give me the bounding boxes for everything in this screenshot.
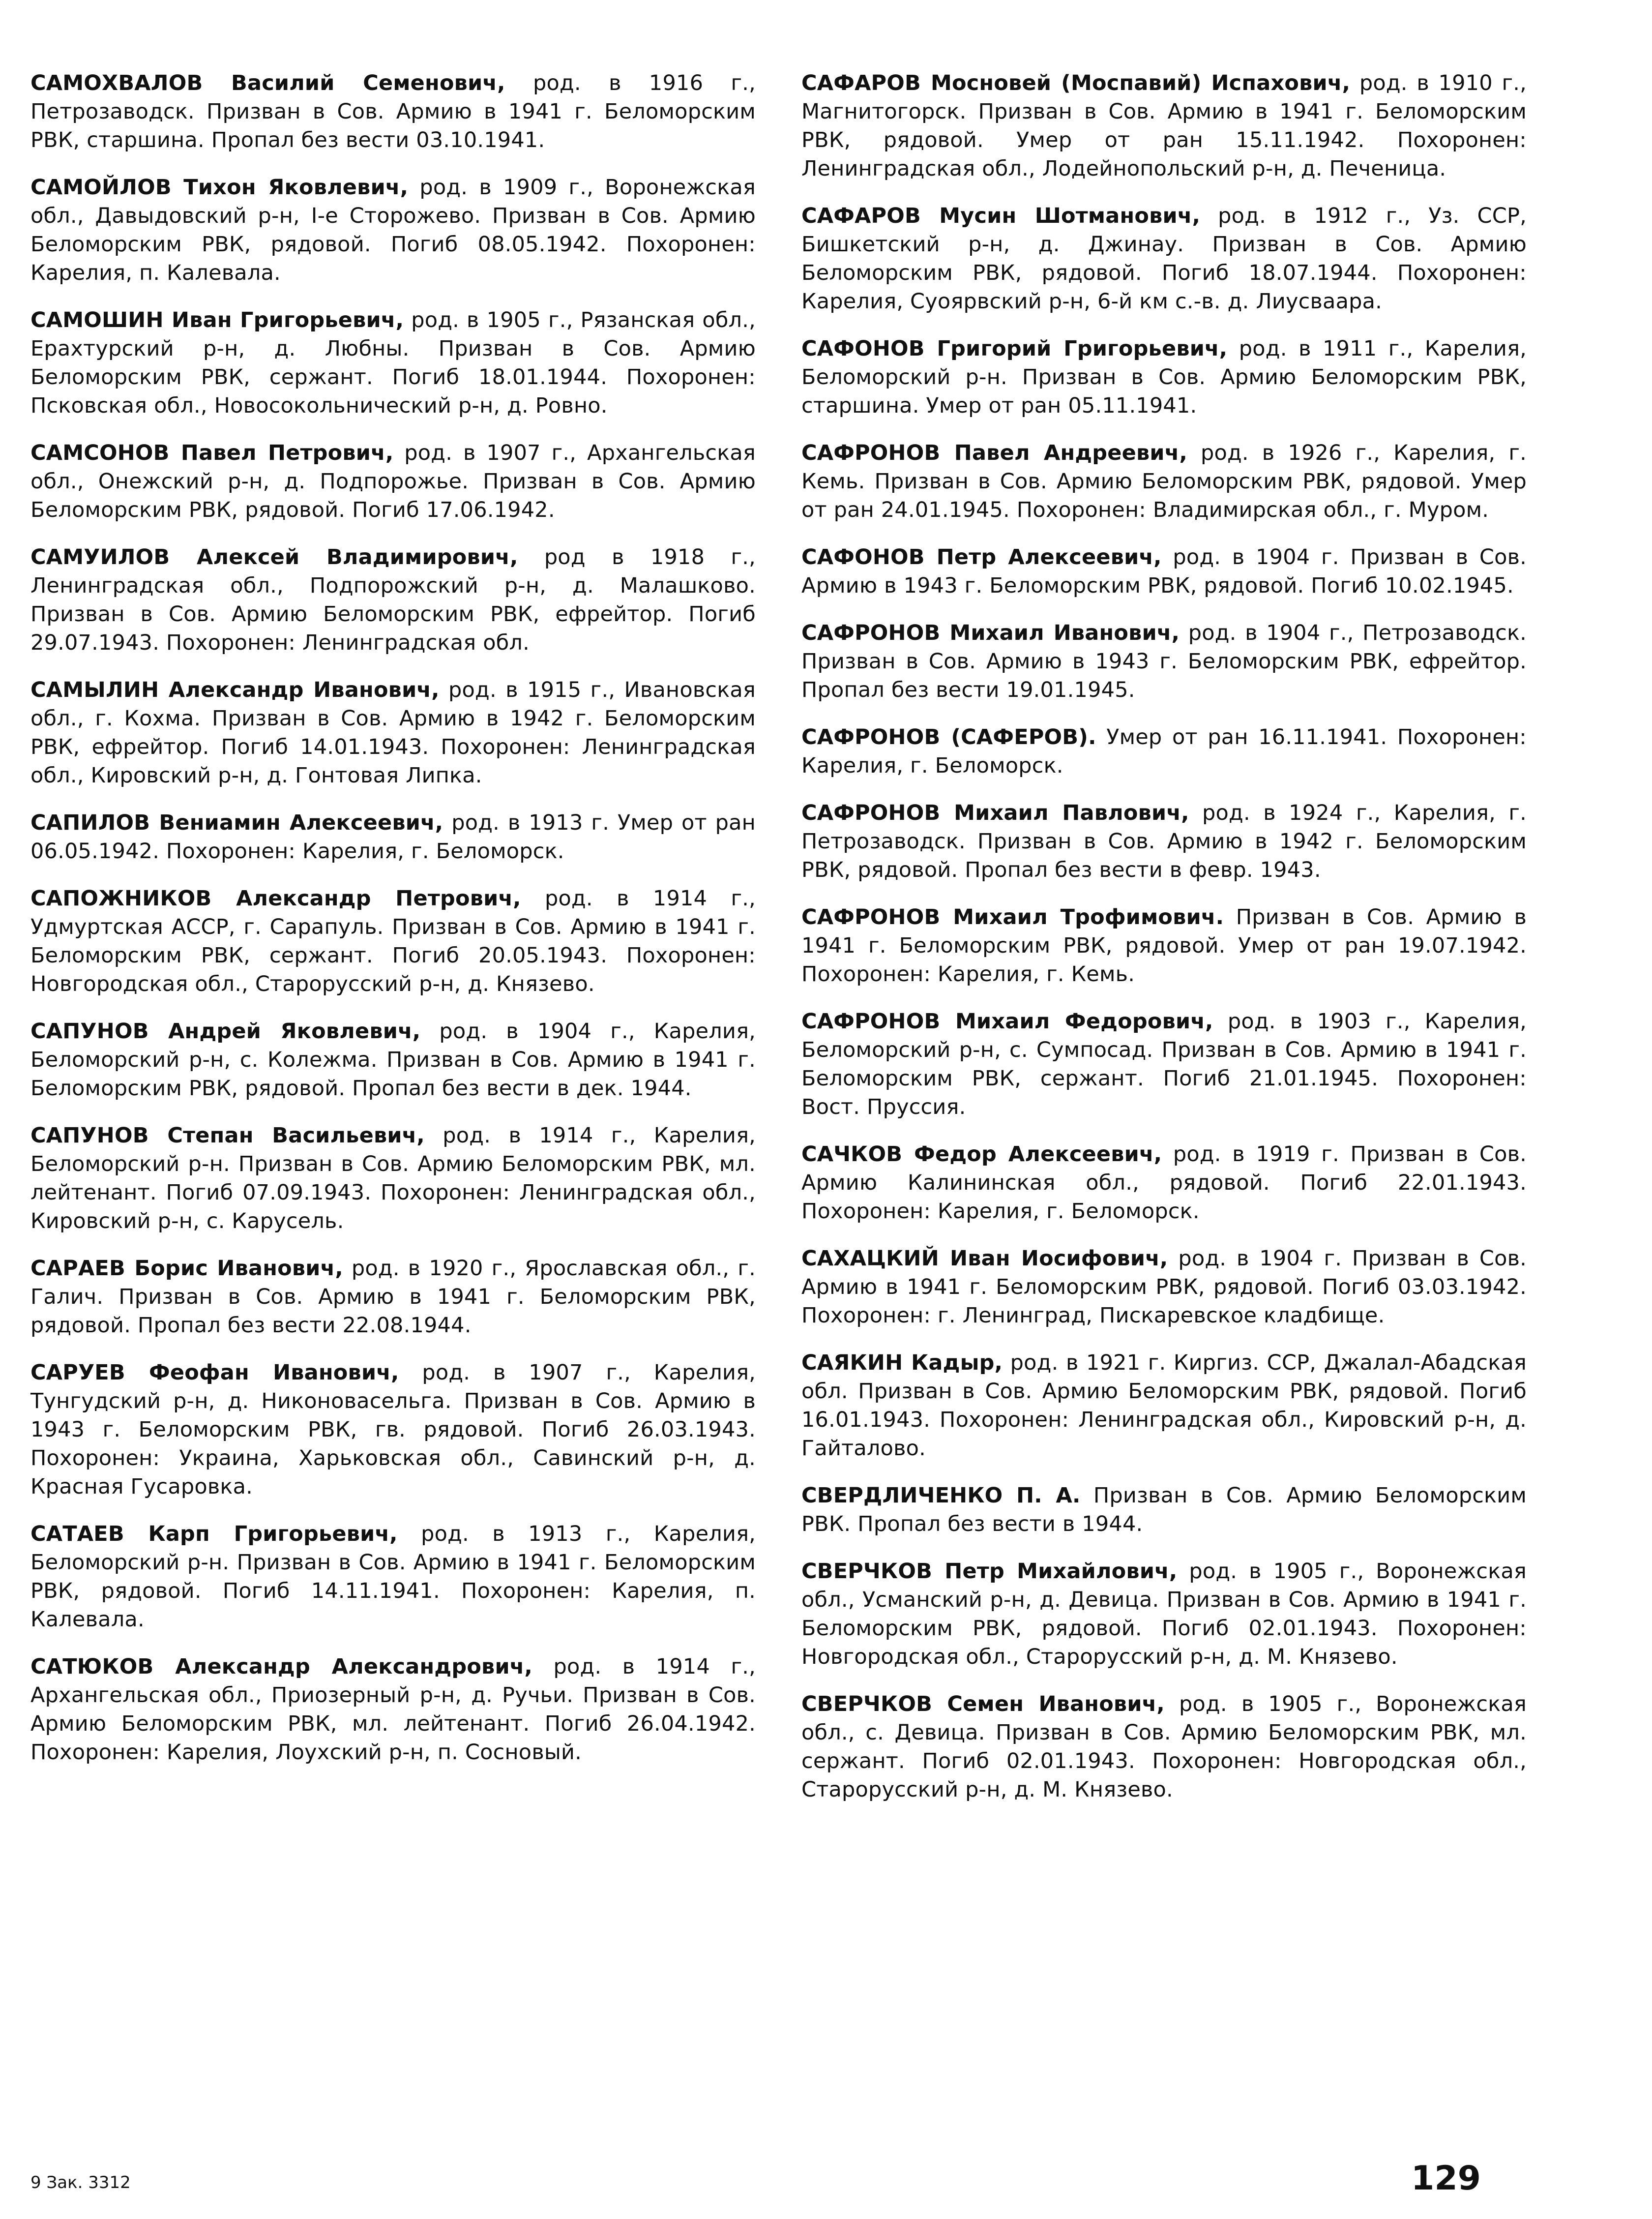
entry-text: род. в 1907 г., Карелия, Тунгудский р-н, д. Никоновасельга. Призван в Сов. Армию в 1943 г. Беломорским РВК, гв. рядовой. Погиб 26.03.1943. Похоронен: Украина, Харьковская обл., Савинский р-н, д. Красная Гусаровка. [30, 1360, 756, 1499]
entry-name: САРУЕВ Феофан Иванович, [30, 1360, 399, 1385]
entry-text: род. в 1916 г., Петрозаводск. Призван в Сов. Армию в 1941 г. Беломорским РВК, старшина. Пропал без вести 03.10.1941. [30, 71, 756, 152]
entry-name: САМОШИН Иван Григорьевич, [30, 308, 404, 332]
entry-name: САФОНОВ Петр Алексеевич, [801, 545, 1162, 570]
entry [801, 799, 1527, 884]
right-column [801, 69, 1527, 1823]
entry-name: САФРОНОВ Павел Андреевич, [801, 441, 1187, 465]
entry [30, 1121, 756, 1235]
entry-text: род. в 1907 г., Архангельская обл., Онежский р-н, д. Подпорожье. Призван в Сов. Армию Беломорским РВК, рядовой. Погиб 17.06.1942. [30, 441, 756, 522]
entry-text: род. в 1912 г., Уз. ССР, Бишкетский р-н, д. Джинау. Призван в Сов. Армию Беломорским РВК, рядовой. Погиб 18.07.1944. Похоронен: Карелия, Суоярвский р-н, 6-й км с.-в. д. Лиусваара. [801, 204, 1527, 314]
entry-text: род. в 1914 г., Карелия, Беломорский р-н. Призван в Сов. Армию Беломорским РВК, мл. лейтенант. Погиб 07.09.1943. Похоронен: Ленинградская обл., Кировский р-н, с. Карусель. [30, 1123, 756, 1233]
entry [801, 1481, 1527, 1538]
entry [801, 202, 1527, 316]
entry-text: род. в 1919 г. Призван в Сов. Армию Калининская обл., рядовой. Погиб 22.01.1943. Похоронен: Карелия, г. Беломорск. [801, 1142, 1527, 1224]
entry-text: род. в 1905 г., Рязанская обл., Ерахтурский р-н, д. Любны. Призван в Сов. Армию Беломорским РВК, сержант. Погиб 18.01.1944. Похоронен: Псковская обл., Новосокольнический р-н, д. Ровно. [30, 308, 756, 418]
page-number: 129 [1411, 2159, 1481, 2198]
entry-text: род. в 1910 г., Магнитогорск. Призван в Сов. Армию в 1941 г. Беломорским РВК, рядовой. Умер от ран 15.11.1942. Похоронен: Ленинградская обл., Лодейнопольский р-н, д. Печеница. [801, 71, 1527, 181]
entry-text: род. в 1904 г., Карелия, Беломорский р-н, с. Колежма. Призван в Сов. Армию в 1941 г. Беломорским РВК, рядовой. Пропал без вести в дек. 1944. [30, 1019, 756, 1101]
entry-name: САМУИЛОВ Алексей Владимирович, [30, 545, 518, 570]
entry [801, 723, 1527, 780]
entry-text: Призван в Сов. Армию Беломорским РВК. Пропал без вести в 1944. [801, 1483, 1527, 1536]
entry-text: род. в 1920 г., Ярославская обл., г. Галич. Призван в Сов. Армию в 1941 г. Беломорским РВК, рядовой. Пропал без вести 22.08.1944. [30, 1256, 756, 1338]
entry [30, 1358, 756, 1501]
entry-name: САМЫЛИН Александр Иванович, [30, 678, 440, 702]
entry-name: СВЕРЧКОВ Петр Михайлович, [801, 1559, 1178, 1584]
entry [30, 306, 756, 420]
entry-text: род. в 1924 г., Карелия, г. Петрозаводск. Призван в Сов. Армию в 1942 г. Беломорским РВК, рядовой. Пропал без вести в февр. 1943. [801, 801, 1527, 882]
entry-text: род в 1918 г., Ленинградская обл., Подпорожский р-н, д. Малашково. Призван в Сов. Армию Беломорским РВК, ефрейтор. Погиб 29.07.1943. Похоронен: Ленинградская обл. [30, 545, 756, 655]
left-column [30, 69, 756, 1785]
entry [801, 1244, 1527, 1330]
entry-text: род. в 1913 г., Карелия, Беломорский р-н. Призван в Сов. Армию в 1941 г. Беломорским РВК, рядовой. Погиб 14.11.1941. Похоронен: Карелия, п. Калевала. [30, 1522, 756, 1632]
entry [30, 69, 756, 154]
entry [801, 619, 1527, 704]
entry-text: род. в 1921 г. Киргиз. ССР, Джалал-Абадская обл. Призван в Сов. Армию Беломорским РВК, рядовой. Погиб 16.01.1943. Похоронен: Ленинградская обл., Кировский р-н, д. Гайталово. [801, 1350, 1527, 1461]
entry [801, 1557, 1527, 1671]
entry-name: САФРОНОВ Михаил Иванович, [801, 621, 1180, 645]
entry [30, 676, 756, 790]
entry-name: САФРОНОВ Михаил Федорович, [801, 1009, 1213, 1034]
entry [801, 1007, 1527, 1121]
entry-name: СВЕРЧКОВ Семен Иванович, [801, 1692, 1165, 1716]
entry-text: род. в 1915 г., Ивановская обл., г. Кохма. Призван в Сов. Армию в 1942 г. Беломорским РВК, ефрейтор. Погиб 14.01.1943. Похоронен: Ленинградская обл., Кировский р-н, д. Гонтовая Липка. [30, 678, 756, 788]
entry [801, 903, 1527, 989]
entry-text: род. в 1904 г., Петрозаводск. Призван в Сов. Армию в 1943 г. Беломорским РВК, ефрейтор. Пропал без вести 19.01.1945. [801, 621, 1527, 702]
entry [801, 543, 1527, 600]
entry-text: род. в 1905 г., Воронежская обл., Усманский р-н, д. Девица. Призван в Сов. Армию в 1941 г. Беломорским РВК, рядовой. Погиб 02.01.1943. Похоронен: Новгородская обл., Старорусский р-н, д. М. Князево. [801, 1559, 1527, 1669]
entry [30, 439, 756, 524]
entry-text: род. в 1904 г. Призван в Сов. Армию в 1941 г. Беломорским РВК, рядовой. Погиб 03.03.1942. Похоронен: г. Ленинград, Пискаревское кладбище. [801, 1246, 1527, 1328]
entry [801, 439, 1527, 524]
entry-name: САМСОНОВ Павел Петрович, [30, 441, 394, 465]
entry-name: САЯКИН Кадыр, [801, 1350, 1003, 1375]
entry-text: Умер от ран 16.11.1941. Похоронен: Карелия, г. Беломорск. [801, 725, 1527, 778]
entry-text: род. в 1914 г., Удмуртская АССР, г. Сарапуль. Призван в Сов. Армию в 1941 г. Беломорским РВК, сержант. Погиб 20.05.1943. Похоронен: Новгородская обл., Старорусский р-н, д. Князево. [30, 886, 756, 996]
entry-name: САФРОНОВ Михаил Трофимович. [801, 905, 1224, 930]
entry-text: род. в 1904 г. Призван в Сов. Армию в 1943 г. Беломорским РВК, рядовой. Погиб 10.02.1945. [801, 545, 1527, 598]
entry-text: род. в 1903 г., Карелия, Беломорский р-н, с. Сумпосад. Призван в Сов. Армию в 1941 г. Беломорским РВК, сержант. Погиб 21.01.1945. Похоронен: Вост. Пруссия. [801, 1009, 1527, 1119]
entry-text: род. в 1913 г. Умер от ран 06.05.1942. Похоронен: Карелия, г. Беломорск. [30, 810, 756, 864]
entry [30, 884, 756, 998]
entry-name: САФРОНОВ (САФЕРОВ). [801, 725, 1096, 750]
entry-name: САПУНОВ Степан Васильевич, [30, 1123, 425, 1148]
entry [801, 334, 1527, 420]
entry-text: род. в 1926 г., Карелия, г. Кемь. Призван в Сов. Армию Беломорским РВК, рядовой. Умер от ран 24.01.1945. Похоронен: Владимирская обл., г. Муром. [801, 441, 1527, 522]
entry-name: САПУНОВ Андрей Яковлевич, [30, 1019, 421, 1044]
entry-name: САФАРОВ Мосновей (Моспавий) Испахович, [801, 71, 1351, 95]
entry [801, 1349, 1527, 1463]
entry-name: САПИЛОВ Вениамин Алексеевич, [30, 810, 443, 835]
entry [30, 1254, 756, 1340]
entry-text: род. в 1909 г., Воронежская обл., Давыдовский р-н, I-е Сторожево. Призван в Сов. Армию Беломорским РВК, рядовой. Погиб 08.05.1942. Похоронен: Карелия, п. Калевала. [30, 175, 756, 285]
entry-name: САМОХВАЛОВ Василий Семенович, [30, 71, 505, 95]
entry-name: САФАРОВ Мусин Шотманович, [801, 204, 1201, 228]
entry-name: САРАЕВ Борис Иванович, [30, 1256, 343, 1281]
entry-name: САФРОНОВ Михаил Павлович, [801, 801, 1189, 825]
entry-name: САЧКОВ Федор Алексеевич, [801, 1142, 1162, 1167]
entry [30, 1017, 756, 1103]
printing-mark: 9 Зак. 3312 [30, 2173, 131, 2192]
entry [30, 1520, 756, 1634]
entry-name: САХАЦКИЙ Иван Иосифович, [801, 1246, 1168, 1271]
entry [30, 809, 756, 866]
entry [30, 173, 756, 287]
entry-name: САТЮКОВ Александр Александрович, [30, 1654, 533, 1679]
entry-name: САМОЙЛОВ Тихон Яковлевич, [30, 175, 409, 200]
entry-name: САТАЕВ Карп Григорьевич, [30, 1522, 398, 1546]
entry-text: Призван в Сов. Армию в 1941 г. Беломорским РВК, рядовой. Умер от ран 19.07.1942. Похоронен: Карелия, г. Кемь. [801, 905, 1527, 987]
entry [801, 1690, 1527, 1804]
entry-text: род. в 1911 г., Карелия, Беломорский р-н. Призван в Сов. Армию Беломорским РВК, старшина. Умер от ран 05.11.1941. [801, 336, 1527, 418]
entry-text: род. в 1905 г., Воронежская обл., с. Девица. Призван в Сов. Армию Беломорским РВК, мл. сержант. Погиб 02.01.1943. Похоронен: Новгородская обл., Старорусский р-н, д. М. Князево. [801, 1692, 1527, 1802]
entry [801, 1140, 1527, 1226]
entry [801, 69, 1527, 183]
entry-name: САПОЖНИКОВ Александр Петрович, [30, 886, 521, 911]
entry-text: род. в 1914 г., Архангельская обл., Приозерный р-н, д. Ручьи. Призван в Сов. Армию Беломорским РВК, мл. лейтенант. Погиб 26.04.1942. Похоронен: Карелия, Лоухский р-н, п. Сосновый. [30, 1654, 756, 1765]
entry [30, 1652, 756, 1767]
entry-name: СВЕРДЛИЧЕНКО П. А. [801, 1483, 1081, 1508]
entry-name: САФОНОВ Григорий Григорьевич, [801, 336, 1228, 361]
entry [30, 543, 756, 657]
